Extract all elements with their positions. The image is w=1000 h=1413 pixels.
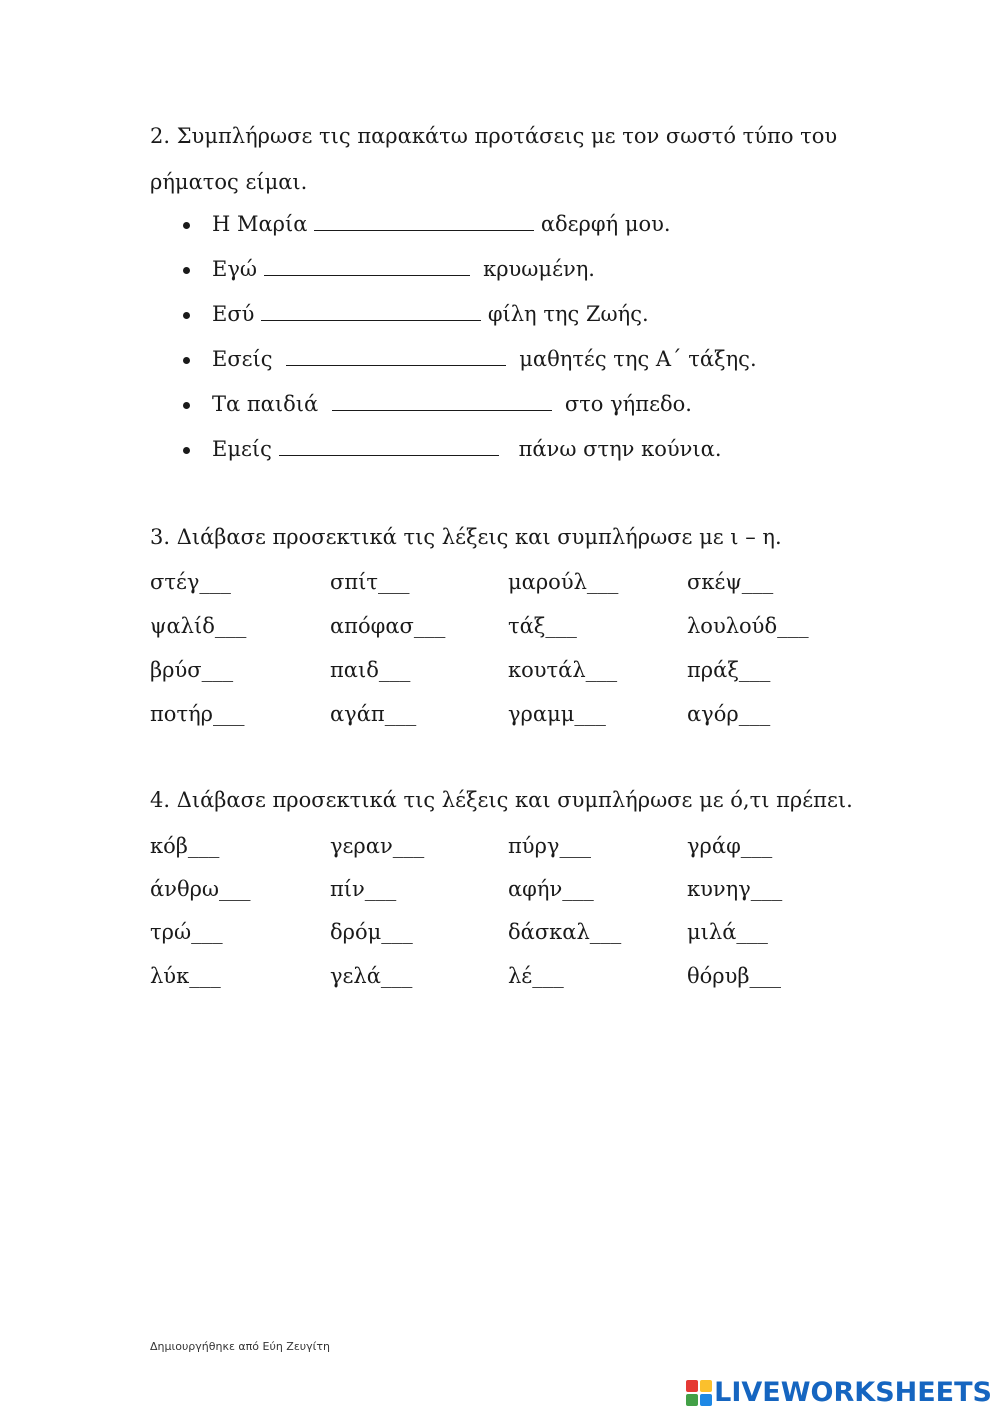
word-cell[interactable]: μιλά___	[687, 920, 768, 944]
word-cell[interactable]: σκέψ___	[687, 570, 774, 594]
word-cell[interactable]: λέ___	[508, 964, 564, 988]
word-cell[interactable]: δάσκαλ___	[508, 920, 622, 944]
sentence-subject: Εγώ	[212, 257, 258, 281]
word-cell[interactable]: μαρούλ___	[508, 570, 619, 594]
bullet-icon	[183, 402, 190, 409]
brand-name: LIVEWORKSHEETS	[714, 1377, 992, 1408]
word-cell[interactable]: κυνηγ___	[687, 877, 783, 901]
word-cell[interactable]: πύργ___	[508, 834, 591, 858]
word-cell[interactable]: τάξ___	[508, 614, 577, 638]
sentence-subject: Η Μαρία	[212, 212, 308, 236]
sentence-ending: κρυωμένη.	[483, 257, 595, 281]
word-cell[interactable]: λουλούδ___	[687, 614, 809, 638]
brand-blocks-icon	[686, 1380, 712, 1406]
word-cell[interactable]: θόρυβ___	[687, 964, 782, 988]
sentence-ending: στο γήπεδο.	[564, 392, 692, 416]
bullet-icon	[183, 267, 190, 274]
sentence-text	[212, 214, 671, 235]
answer-blank[interactable]	[332, 396, 552, 411]
sentence-text	[212, 304, 649, 325]
answer-blank[interactable]	[261, 306, 481, 321]
word-cell[interactable]: γελά___	[330, 964, 413, 988]
liveworksheets-logo[interactable]	[686, 1377, 992, 1408]
sentence-ending: φίλη της Ζωής.	[487, 302, 649, 326]
sentence-subject: Τα παιδιά	[212, 392, 319, 416]
word-cell[interactable]: κουτάλ___	[508, 658, 618, 682]
word-cell[interactable]: γράφ___	[687, 834, 773, 858]
bullet-icon	[183, 447, 190, 454]
word-cell[interactable]: αγάπ___	[330, 702, 417, 726]
word-cell[interactable]: πράξ___	[687, 658, 771, 682]
word-cell[interactable]: γραμμ___	[508, 702, 606, 726]
answer-blank[interactable]	[264, 261, 470, 276]
sentence-text	[212, 394, 692, 415]
word-cell[interactable]: αφήν___	[508, 877, 594, 901]
answer-blank[interactable]	[279, 441, 499, 456]
answer-blank[interactable]	[286, 351, 506, 366]
sentence-text	[212, 349, 757, 370]
section4-instruction: 4. Διάβασε προσεκτικά τις λέξεις και συμπλήρωσε με ό,τι πρέπει.	[150, 788, 853, 812]
answer-blank[interactable]	[314, 216, 534, 231]
sentence-subject: Εμείς	[212, 437, 272, 461]
word-cell[interactable]: κόβ___	[150, 834, 220, 858]
section2-instruction-line2: ρήματος είμαι.	[150, 170, 308, 194]
sentence-ending: αδερφή μου.	[540, 212, 671, 236]
word-cell[interactable]: ποτήρ___	[150, 702, 245, 726]
sentence-ending: πάνω στην κούνια.	[518, 437, 722, 461]
sentence-subject: Εσύ	[212, 302, 255, 326]
word-cell[interactable]: δρόμ___	[330, 920, 413, 944]
word-cell[interactable]: πίν___	[330, 877, 397, 901]
word-cell[interactable]: γεραν___	[330, 834, 425, 858]
word-cell[interactable]: παιδ___	[330, 658, 411, 682]
word-cell[interactable]: βρύσ___	[150, 658, 234, 682]
word-cell[interactable]: σπίτ___	[330, 570, 410, 594]
author-credit: Δημιουργήθηκε από Εύη Ζευγίτη	[150, 1340, 330, 1353]
word-cell[interactable]: απόφασ___	[330, 614, 446, 638]
bullet-icon	[183, 357, 190, 364]
word-cell[interactable]: λύκ___	[150, 964, 221, 988]
sentence-text	[212, 439, 722, 460]
section3-instruction: 3. Διάβασε προσεκτικά τις λέξεις και συμπλήρωσε με ι – η.	[150, 525, 782, 549]
sentence-subject: Εσείς	[212, 347, 273, 371]
word-cell[interactable]: στέγ___	[150, 570, 231, 594]
sentence-text	[212, 259, 595, 280]
word-cell[interactable]: τρώ___	[150, 920, 223, 944]
word-cell[interactable]: αγόρ___	[687, 702, 771, 726]
word-cell[interactable]: ψαλίδ___	[150, 614, 247, 638]
bullet-icon	[183, 222, 190, 229]
bullet-icon	[183, 312, 190, 319]
section2-instruction-line1: 2. Συμπλήρωσε τις παρακάτω προτάσεις με τον σωστό τύπο του	[150, 124, 838, 148]
sentence-ending: μαθητές της Α΄ τάξης.	[519, 347, 757, 371]
word-cell[interactable]: άνθρω___	[150, 877, 251, 901]
